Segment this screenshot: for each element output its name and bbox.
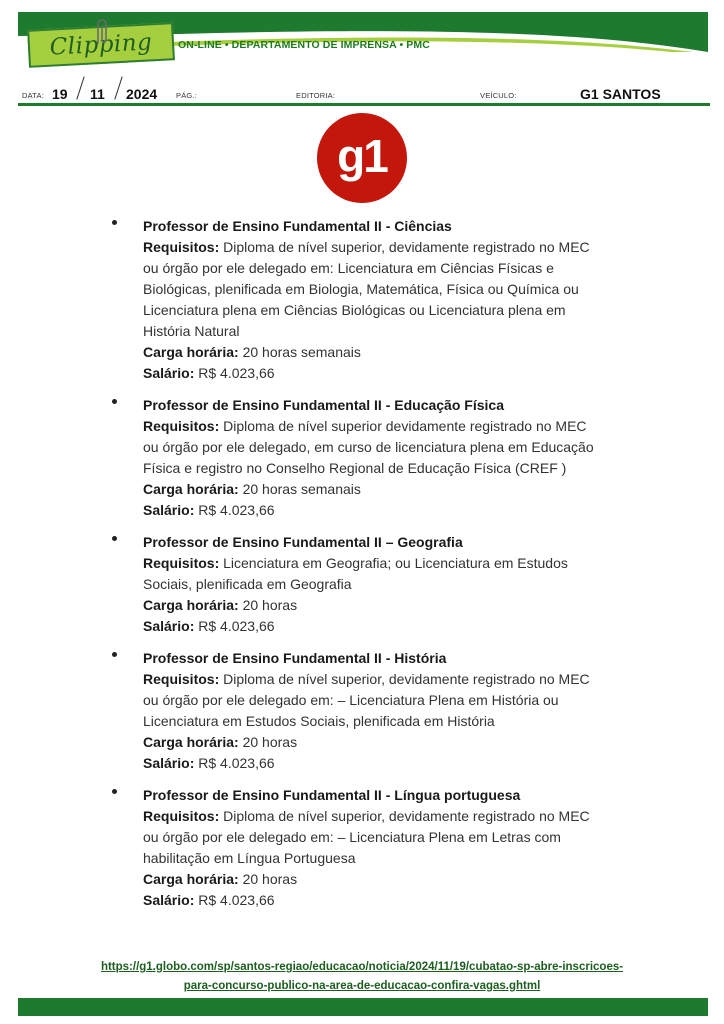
job-workload: [143, 869, 600, 890]
bullet-icon: [112, 789, 117, 794]
job-title: Professor de Ensino Fundamental II - História: [143, 650, 447, 666]
salary-value: R$ 4.023,66: [198, 755, 275, 771]
job-requirements: [143, 669, 600, 732]
salary-value: R$ 4.023,66: [198, 365, 275, 381]
workload-value: 20 horas semanais: [242, 481, 361, 497]
source-link-line-1[interactable]: https://g1.globo.com/sp/santos-regiao/educacao/noticia/2024/11/19/cubatao-sp-abre-inscricoes-: [100, 961, 624, 973]
veiculo-value: G1 SANTOS: [580, 86, 661, 102]
veiculo-label: VEÍCULO:: [480, 91, 517, 100]
job-requirements: [143, 553, 600, 595]
requirements-text: Diploma de nível superior, devidamente registrado no MEC ou órgão por ele delegado em: – Licenciatura Plena em Letras com habilitação em Língua Portuguesa: [143, 808, 590, 866]
workload-value: 20 horas: [242, 597, 298, 613]
workload-label: Carga horária:: [143, 734, 239, 750]
bullet-icon: [112, 220, 117, 225]
requirements-label: Requisitos:: [143, 418, 220, 434]
requirements-label: Requisitos:: [143, 239, 220, 255]
date-separator: [76, 76, 84, 99]
header-divider: [18, 103, 710, 106]
paperclip-icon: [92, 18, 112, 48]
clipping-header: [0, 0, 724, 110]
job-workload: [143, 342, 600, 363]
job-title: Professor de Ensino Fundamental II – Geografia: [143, 534, 463, 550]
job-requirements: [143, 416, 600, 479]
requirements-text: Diploma de nível superior, devidamente registrado no MEC ou órgão por ele delegado em: – Licenciatura Plena em História ou Licenciatura em Estudos Sociais, plenificada em História: [143, 671, 590, 729]
salary-label: Salário:: [143, 502, 195, 518]
salary-label: Salário:: [143, 365, 195, 381]
salary-label: Salário:: [143, 755, 195, 771]
requirements-label: Requisitos:: [143, 555, 220, 571]
source-link-block: [20, 957, 704, 995]
job-requirements: [143, 237, 600, 342]
workload-value: 20 horas: [242, 734, 298, 750]
date-separator: [114, 76, 122, 99]
job-workload: [143, 479, 600, 500]
date-label: DATA:: [22, 91, 44, 100]
salary-value: R$ 4.023,66: [198, 502, 275, 518]
bullet-icon: [112, 536, 117, 541]
bullet-icon: [112, 399, 117, 404]
job-list: [110, 216, 600, 922]
list-item: [110, 532, 600, 637]
workload-label: Carga horária:: [143, 344, 239, 360]
workload-value: 20 horas semanais: [242, 344, 361, 360]
editoria-label: EDITORIA:: [296, 91, 336, 100]
salary-label: Salário:: [143, 618, 195, 634]
job-workload: [143, 732, 600, 753]
list-item: [110, 785, 600, 911]
department-text: ON-LINE • DEPARTAMENTO DE IMPRENSA • PMC: [178, 39, 430, 51]
job-title: Professor de Ensino Fundamental II - Ciências: [143, 218, 452, 234]
job-requirements: [143, 806, 600, 869]
job-salary: [143, 890, 600, 911]
meta-row: [22, 84, 712, 104]
g1-logo-text: g1: [337, 130, 387, 182]
workload-label: Carga horária:: [143, 597, 239, 613]
source-link-line-2[interactable]: para-concurso-publico-na-area-de-educacao-confira-vagas.ghtml: [183, 980, 541, 992]
requirements-text: Diploma de nível superior devidamente registrado no MEC ou órgão por ele delegado, em curso de licenciatura plena em Educação Física e registro no Conselho Regional de Educação Física (CREF ): [143, 418, 594, 476]
salary-value: R$ 4.023,66: [198, 892, 275, 908]
job-salary: [143, 363, 600, 384]
job-salary: [143, 616, 600, 637]
page-label: PÁG.:: [176, 91, 198, 100]
salary-value: R$ 4.023,66: [198, 618, 275, 634]
list-item: [110, 395, 600, 521]
requirements-label: Requisitos:: [143, 808, 220, 824]
job-workload: [143, 595, 600, 616]
list-item: [110, 648, 600, 774]
list-item: [110, 216, 600, 384]
workload-label: Carga horária:: [143, 871, 239, 887]
job-salary: [143, 753, 600, 774]
job-title: Professor de Ensino Fundamental II - Educação Física: [143, 397, 504, 413]
date-year: 2024: [126, 86, 158, 102]
bullet-icon: [112, 652, 117, 657]
requirements-label: Requisitos:: [143, 671, 220, 687]
salary-label: Salário:: [143, 892, 195, 908]
job-salary: [143, 500, 600, 521]
clipping-logo-text: Clipping: [49, 29, 153, 61]
g1-logo: [316, 112, 408, 204]
job-title: Professor de Ensino Fundamental II - Língua portuguesa: [143, 787, 521, 803]
requirements-text: Licenciatura em Geografia; ou Licenciatura em Estudos Sociais, plenificada em Geografia: [143, 555, 568, 592]
date-day: 19: [52, 86, 68, 102]
footer-bar: [18, 998, 708, 1016]
workload-value: 20 horas: [242, 871, 298, 887]
workload-label: Carga horária:: [143, 481, 239, 497]
date-month: 11: [90, 86, 105, 102]
requirements-text: Diploma de nível superior, devidamente registrado no MEC ou órgão por ele delegado em: Licenciatura em Ciências Físicas e Biológicas, plenificada em Biologia, Matemática, Física ou Química ou Licenciatura plena em Ciências Biológicas ou Licenciatura plena em História Natural: [143, 239, 590, 339]
